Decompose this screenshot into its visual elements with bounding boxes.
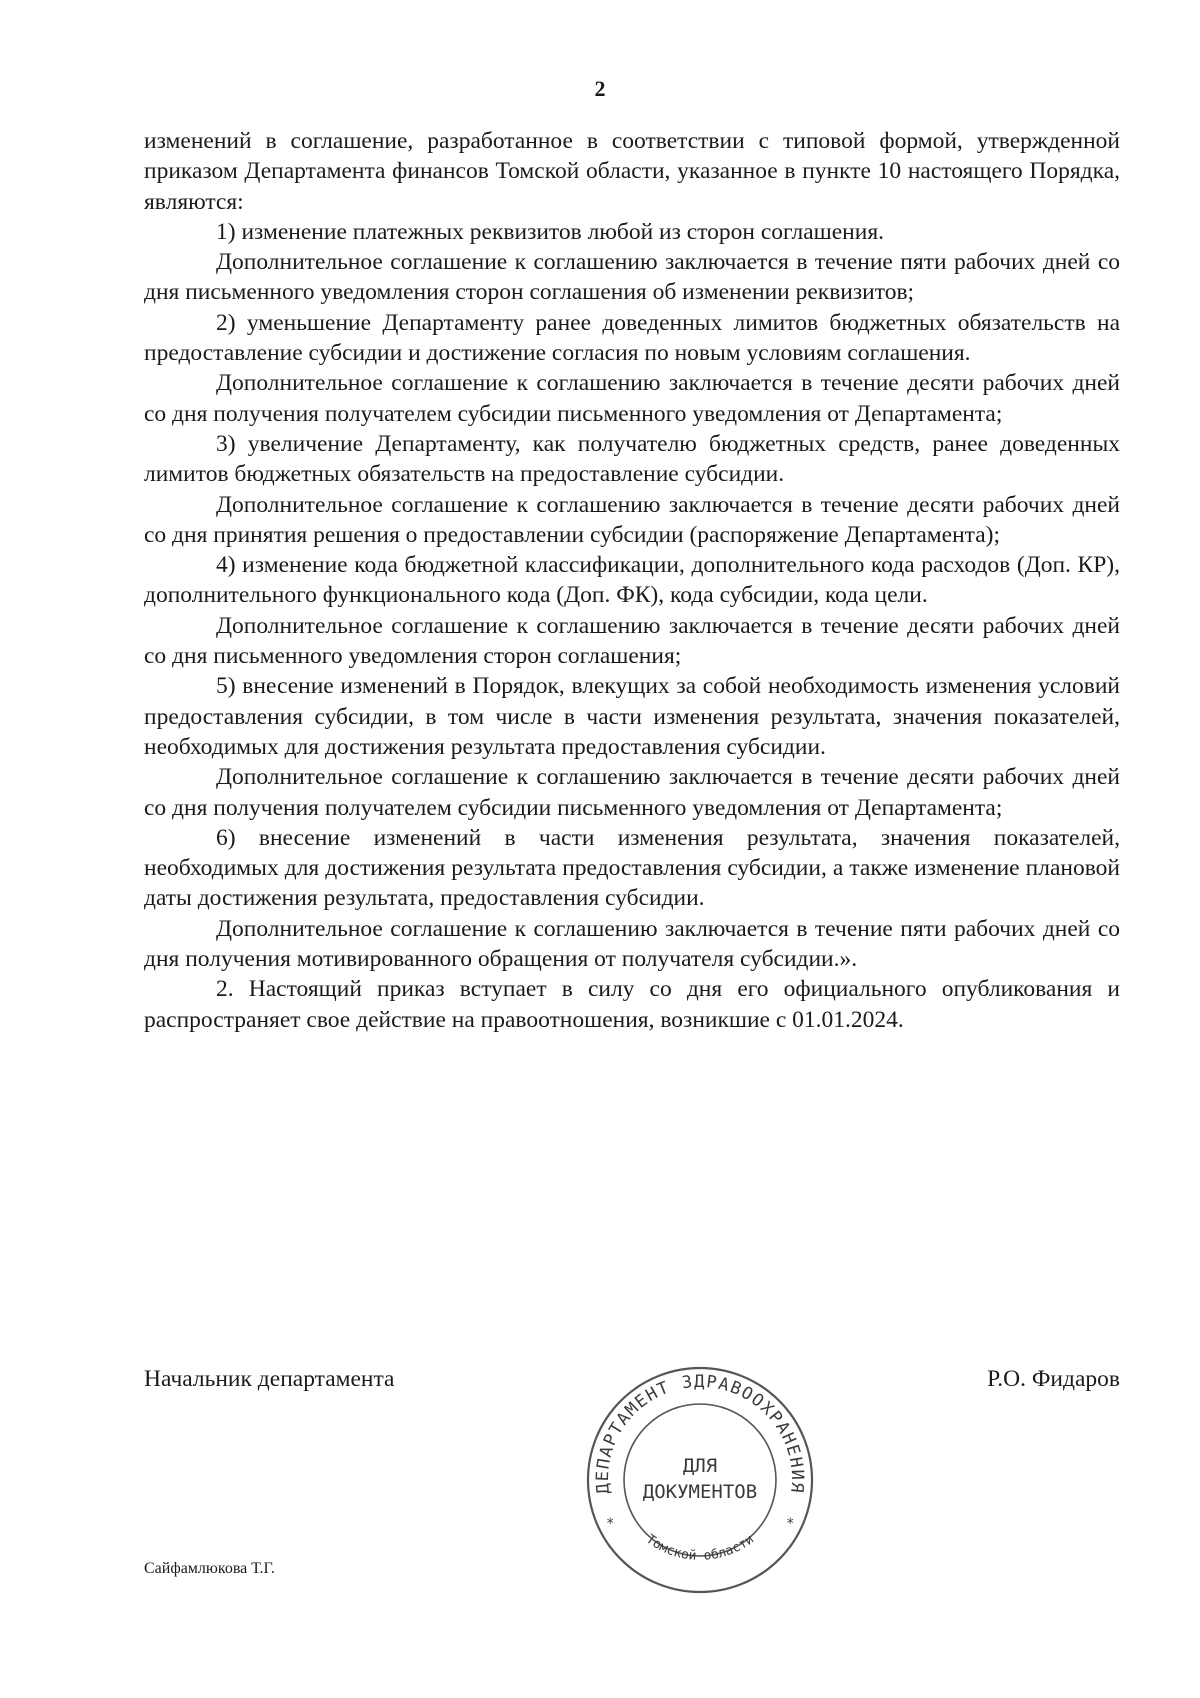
official-stamp [580,1360,820,1600]
executor-name: Сайфамлюкова Т.Г. [144,1560,275,1577]
paragraph: 5) внесение изменений в Порядок, влекущих за собой необходимость изменения условий предоставления субсидии, в том числе в части изменения результата, значения показателей, необходимых для достижения результата предоставления субсидии. [144,673,1120,760]
stamp-star-right: * [786,1516,795,1532]
stamp-star-left: * [606,1516,615,1532]
paragraph: Дополнительное соглашение к соглашению заключается в течение десяти рабочих дней со дня получения получателем субсидии письменного уведомления от Департамента; [144,764,1120,821]
page-number: 2 [594,76,606,101]
paragraph: 1) изменение платежных реквизитов любой из сторон соглашения. [216,218,885,245]
paragraph: Дополнительное соглашение к соглашению заключается в течение десяти рабочих дней со дня письменного уведомления сторон соглашения; [144,612,1120,670]
paragraph: изменений в соглашение, разработанное в соответствии с типовой формой, утвержденной приказом Департамента финансов Томской области, указанное в пункте 10 настоящего Порядка, являются: [144,128,1120,215]
document-body [144,126,1120,1035]
paragraph: 4) изменение кода бюджетной классификации, дополнительного кода расходов (Доп. КР), дополнительного функционального кода (Доп. ФК), кода субсидии, кода цели. [144,552,1120,609]
paragraph: Дополнительное соглашение к соглашению заключается в течение десяти рабочих дней со дня принятия решения о предоставлении субсидии (распоряжение Департамента); [144,491,1120,548]
paragraph: 6) внесение изменений в части изменения результата, значения показателей, необходимых для достижения результата предоставления субсидии, а также изменение плановой даты достижения результата, предоставления субсидии. [144,824,1120,912]
stamp-inner-ring [624,1404,776,1556]
paragraph: 2. Настоящий приказ вступает в силу со дня его официального опубликования и распространяет свое действие на правоотношения, возникшие с 01.01.2024. [144,976,1120,1033]
stamp-outer-text: ДЕПАРТАМЕНТ ЗДРАВООХРАНЕНИЯ [592,1371,808,1495]
stamp-bottom-text: Томской области [643,1531,757,1564]
paragraph: Дополнительное соглашение к соглашению заключается в течение пяти рабочих дней со дня письменного уведомления сторон соглашения об изменении реквизитов; [144,249,1120,306]
signatory-position: Начальник департамента [144,1366,395,1392]
paragraph: 2) уменьшение Департаменту ранее доведенных лимитов бюджетных обязательств на предоставление субсидии и достижение согласия по новым условиям соглашения. [144,309,1120,367]
paragraph: 3) увеличение Департаменту, как получателю бюджетных средств, ранее доведенных лимитов бюджетных обязательств на предоставление субсидии. [144,430,1120,488]
paragraph: Дополнительное соглашение к соглашению заключается в течение десяти рабочих дней со дня получения получателем субсидии письменного уведомления от Департамента; [144,370,1120,427]
signatory-name: Р.О. Фидаров [987,1366,1120,1392]
stamp-center-line2: ДОКУМЕНТОВ [642,1481,758,1503]
stamp-graphic [580,1360,820,1600]
stamp-center-line1: ДЛЯ [682,1455,718,1477]
paragraph: Дополнительное соглашение к соглашению заключается в течение пяти рабочих дней со дня получения мотивированного обращения от получателя субсидии.». [144,915,1120,973]
